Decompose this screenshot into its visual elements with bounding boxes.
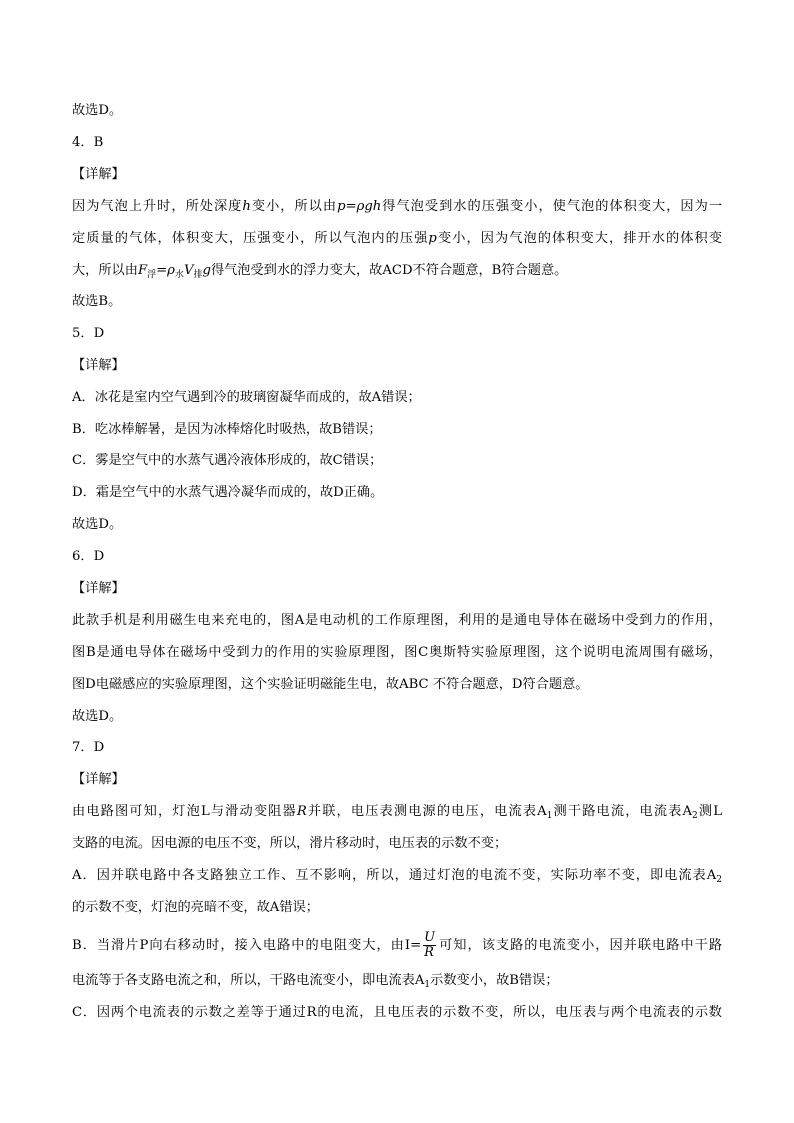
text-line: 支路的电流。因电源的电压不变，所以，滑片移动时，电压表的示数不变； — [72, 836, 508, 851]
text-line: 图D电磁感应的实验原理图，这个实验证明磁能生电，故ABC 不符合题意，D符合题意。 — [72, 677, 589, 692]
text-line: A．因并联电路中各支路独立工作、互不影响，所以，通过灯泡的电流不变，实际功率不变，即电流表$A_2$ — [72, 868, 722, 885]
text-line: C．因两个电流表的示数之差等于通过R的电流，且电压表的示数不变，所以，电压表与两个电流表的示数 — [72, 1005, 722, 1020]
answer-label: 7．D — [72, 740, 105, 755]
section-heading: 【详解】 — [72, 772, 125, 787]
text-line: 此款手机是利用磁生电来充电的，图A是电动机的工作原理图，利用的是通电导体在磁场中受到力的作用， — [72, 613, 722, 628]
text-line: 的示数不变，灯泡的亮暗不变，故A错误； — [72, 900, 319, 915]
section-heading: 【详解】 — [72, 581, 125, 596]
text-line: 定质量的气体，体积变大，压强变小，所以气泡内的压强p变小，因为气泡的体积变大，排开水的体积变 — [72, 231, 722, 246]
text-line: A．冰花是室内空气遇到冷的玻璃窗凝华而成的，故A错误； — [72, 390, 421, 405]
answer-label: 5．D — [72, 326, 105, 341]
text-line: 故选D。 — [72, 103, 123, 118]
section-heading: 【详解】 — [72, 167, 125, 182]
answer-label: 6．D — [72, 549, 105, 564]
answer-label: 4．B — [72, 135, 104, 150]
text-line: 故选D。 — [72, 517, 123, 532]
text-line: 大，所以由$F_浮=\rho_水V_排g$得气泡受到水的浮力变大，故ACD不符合题意，B符合题意。 — [72, 263, 568, 280]
section-heading: 【详解】 — [72, 358, 125, 373]
text-line: 因为气泡上升时，所处深度h变小，所以由p=ρgh得气泡受到水的压强变小，使气泡的体积变大，因为一 — [72, 199, 722, 214]
text-line: 由电路图可知，灯泡L与滑动变阻器R并联，电压表测电源的电压，电流表$A_1$测干路电流，电流表$A_2$测L — [72, 804, 722, 821]
fraction-u-over-r: $\frac{U}{R}$ — [424, 930, 436, 960]
text-line: 电流等于各支路电流之和，所以，干路电流变小，即电流表$A_1$示数变小，故B错误； — [72, 973, 559, 990]
text-line: B．吃冰棒解暑，是因为冰棒熔化时吸热，故B错误； — [72, 422, 382, 437]
text-line: C．雾是空气中的水蒸气遇冷液体形成的，故C错误； — [72, 453, 383, 468]
text-line: 故选D。 — [72, 709, 123, 724]
text-line: 图B是通电导体在磁场中受到力的作用的实验原理图，图C奥斯特实验原理图，这个说明电流周围有磁场， — [72, 645, 722, 660]
text-line: D．霜是空气中的水蒸气遇冷凝华而成的，故D正确。 — [72, 485, 384, 500]
text-line: B．当滑片P向右移动时，接入电路中的电阻变大，由I= $\frac{U}{R}$ 可知，该支路的电流变小，因并联电路中干路 — [72, 930, 722, 960]
text-line: 故选B。 — [72, 294, 122, 309]
